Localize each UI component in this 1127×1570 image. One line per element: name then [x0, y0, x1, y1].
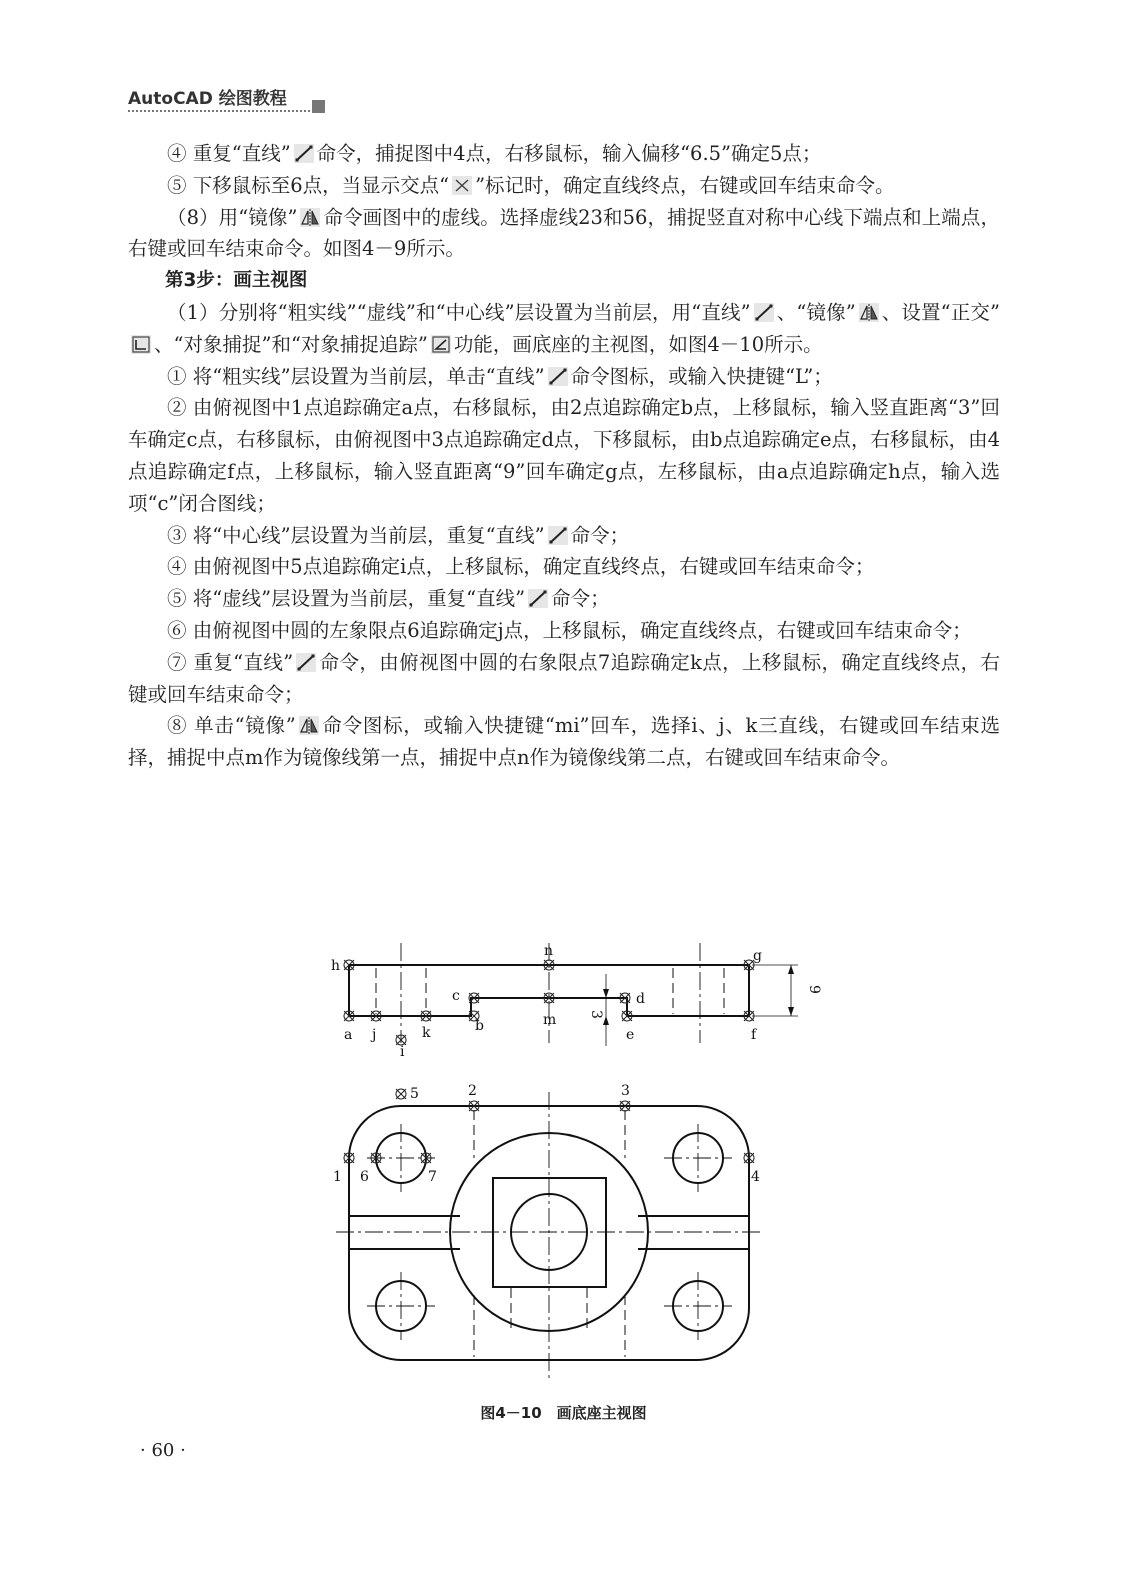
- label-3: 3: [621, 1083, 630, 1099]
- text-run: 命令，由俯视图中圆的右象限点7追踪确定k点，上移鼠标，确定直线终点，右键或回车结束命令；: [128, 650, 1000, 706]
- text-run: 重复“直线”: [192, 142, 291, 165]
- header-marker: [312, 100, 325, 113]
- text-run: 、“对象捕捉”和“对象捕捉追踪”: [154, 332, 428, 356]
- text-run: 、设置“正交”: [881, 300, 1000, 324]
- paragraph: [128, 647, 1000, 711]
- text-run: ③ 将“中心线”层设置为当前层，重复“直线”: [167, 523, 545, 547]
- text-run: （8）用“镜像”: [167, 205, 298, 229]
- mirror-icon: [299, 716, 319, 735]
- label-a: a: [344, 1027, 353, 1043]
- label-4: 4: [751, 1169, 760, 1185]
- paragraph: [128, 520, 1000, 552]
- top-view: [336, 1092, 762, 1378]
- label-6: 6: [360, 1169, 369, 1185]
- text-run: （1）分别将“粗实线”“虚线”和“中心线”层设置为当前层，用“直线”: [167, 300, 751, 324]
- paragraph: [128, 583, 1000, 615]
- text-run: 命令，捕捉图中4点，右移鼠标，输入偏移“6.5”确定5点；: [316, 142, 822, 165]
- label-1: 1: [333, 1169, 342, 1185]
- mirror-icon: [300, 208, 320, 227]
- text-run: ① 将“粗实线”层设置为当前层，单击“直线”: [167, 364, 545, 388]
- label-j: j: [372, 1027, 377, 1043]
- mirror-icon: [859, 303, 879, 322]
- text-run: 命令；: [551, 587, 610, 611]
- header-rule: [128, 110, 310, 112]
- step-marker: ④: [167, 142, 187, 165]
- running-header: AutoCAD 绘图教程: [128, 89, 287, 109]
- label-h: h: [331, 958, 341, 974]
- line-icon: [754, 303, 774, 322]
- section-heading: 第3步：画主视图: [165, 270, 308, 292]
- label-c: c: [452, 988, 460, 1004]
- paragraph: [128, 138, 1000, 170]
- label-f: f: [751, 1027, 757, 1043]
- text-run: 、“镜像”: [776, 300, 856, 324]
- text-run: 命令图标，或输入快捷键“L”；: [570, 364, 833, 388]
- text-run: ⑧ 单击“镜像”: [167, 714, 296, 738]
- drawing: [325, 940, 822, 1395]
- dimension-9: 9: [806, 985, 822, 994]
- text-run: 命令图标，或输入快捷键“mi”回车，选择i、j、k三直线，右键或回车结束选择，捕捉中点m作为镜像线第一点，捕捉中点n作为镜像线第二点，右键或回车结束命令。: [128, 714, 1001, 770]
- line-icon: [548, 367, 568, 386]
- page-number: · 60 ·: [140, 1440, 186, 1461]
- ortho-icon: [131, 335, 151, 354]
- line-icon: [294, 144, 314, 163]
- label-m: m: [543, 1012, 557, 1028]
- body-text: [128, 138, 1000, 774]
- paragraph: [128, 202, 1000, 266]
- text-run: ⑦ 重复“直线”: [167, 650, 294, 674]
- figure-4-10: [325, 940, 822, 1399]
- label-b: b: [475, 1018, 484, 1034]
- text-run: ⑤ 将“虚线”层设置为当前层，重复“直线”: [167, 587, 526, 611]
- text-run: 命令；: [570, 523, 630, 547]
- label-7: 7: [428, 1169, 437, 1185]
- object-snap-tracking-icon: [431, 335, 451, 354]
- label-d: d: [636, 991, 645, 1007]
- label-n: n: [544, 943, 554, 959]
- label-2: 2: [468, 1083, 477, 1099]
- label-i: i: [400, 1044, 405, 1060]
- line-icon: [548, 526, 568, 545]
- paragraph: [128, 170, 1000, 202]
- label-k: k: [422, 1025, 431, 1041]
- paragraph: ⑥ 由俯视图中圆的左象限点6追踪确定j点，上移鼠标，确定直线终点，右键或回车结束命令；: [167, 618, 972, 642]
- label-e: e: [626, 1027, 635, 1043]
- paragraph: [128, 710, 1000, 774]
- intersection-icon: [452, 176, 472, 195]
- text-run: ”标记时，确定直线终点，右键或回车结束命令。: [475, 173, 895, 197]
- line-icon: [296, 653, 316, 672]
- dimension-3: 3: [588, 1010, 604, 1019]
- paragraph: [128, 361, 1000, 393]
- figure-caption: 图4－10 画底座主视图: [480, 1404, 647, 1422]
- paragraph: ② 由俯视图中1点追踪确定a点，右移鼠标，由2点追踪确定b点，上移鼠标，输入竖直距离“3”回车确定c点，右移鼠标，由俯视图中3点追踪确定d点，下移鼠标，由b点追踪确定e点，右移鼠标，由4点追踪确定f点，上移鼠标，输入竖直距离“9”回车确定g点，左移鼠标，由a点追踪确定h点，输入选项“c”闭合图线；: [128, 396, 1000, 515]
- front-view: [349, 943, 798, 1046]
- line-icon: [528, 589, 548, 608]
- text-run: 功能，画底座的主视图，如图4－10所示。: [453, 332, 823, 356]
- label-g: g: [753, 948, 762, 964]
- paragraph: ④ 由俯视图中5点追踪确定i点，上移鼠标，确定直线终点，右键或回车结束命令；: [167, 555, 875, 579]
- paragraph: [128, 297, 1000, 361]
- label-5: 5: [410, 1086, 419, 1102]
- text-run: ⑤ 下移鼠标至6点，当显示交点“: [167, 173, 450, 197]
- text-run: 命令画图中的虚线。选择虚线23和56，捕捉竖直对称中心线下端点和上端点，右键或回车结束命令。如图4－9所示。: [128, 205, 1000, 261]
